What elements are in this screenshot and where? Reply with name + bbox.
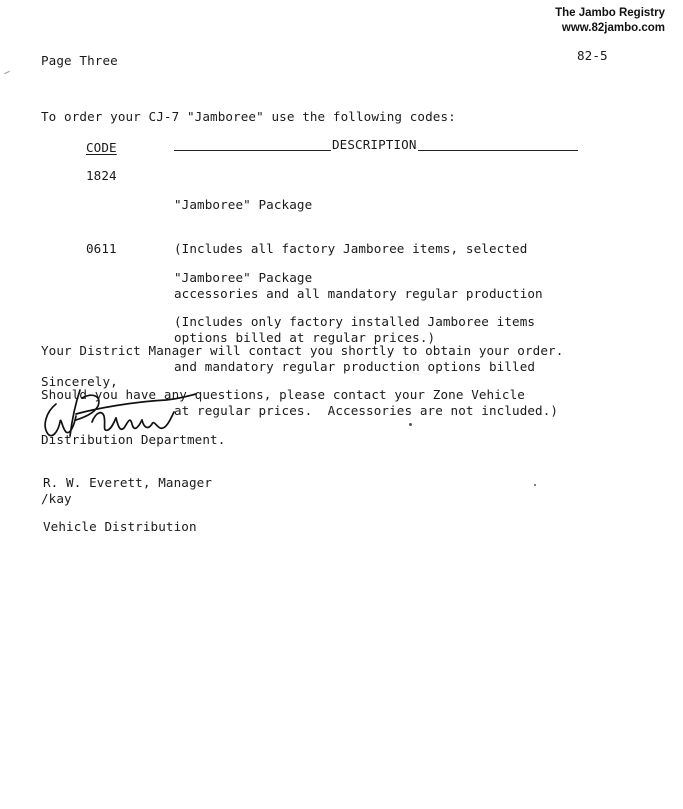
- scan-speck: [409, 423, 412, 426]
- row-2-code: 0611: [86, 241, 117, 256]
- body-line-1: Your District Manager will contact you shortly to obtain your order.: [41, 343, 564, 358]
- description-column-header: DESCRIPTION: [332, 137, 417, 152]
- row-1-line-4: options billed at regular prices.): [174, 329, 436, 345]
- watermark-site-name: The Jambo Registry: [555, 7, 665, 19]
- row-2-line-2: (Includes only factory installed Jamboree items: [174, 314, 536, 330]
- body-line-3: Distribution Department.: [41, 431, 226, 447]
- watermark-url: www.82jambo.com: [561, 22, 665, 34]
- row-1-line-3: accessories and all mandatory regular production: [174, 285, 543, 301]
- scan-mark: [4, 71, 10, 74]
- page-label: Page Three: [41, 53, 118, 68]
- signer-name-line: R. W. Everett, Manager: [43, 475, 213, 490]
- closing: Sincerely,: [41, 374, 118, 389]
- signer-title-line: Vehicle Distribution: [43, 519, 197, 535]
- row-1-line-2: (Includes all factory Jamboree items, selected: [174, 241, 528, 257]
- row-2-line-4: at regular prices. Accessories are not included.): [174, 402, 559, 418]
- row-2-line-1: "Jamboree" Package: [174, 270, 313, 285]
- document-number: 82-5: [577, 48, 608, 63]
- row-1-code: 1824: [86, 168, 117, 183]
- row-1-line-1: "Jamboree" Package: [174, 197, 313, 212]
- row-2-line-3: and mandatory regular production options billed: [174, 358, 536, 374]
- site-watermark: [555, 6, 665, 36]
- code-column-header: CODE: [86, 140, 117, 155]
- intro-line: To order your CJ-7 "Jamboree" use the following codes:: [41, 109, 456, 124]
- body-line-2: Should you have any questions, please contact your Zone Vehicle: [41, 387, 525, 403]
- typist-initials: /kay: [41, 491, 72, 506]
- handwritten-signature: [36, 382, 208, 450]
- scan-speck: [534, 484, 536, 486]
